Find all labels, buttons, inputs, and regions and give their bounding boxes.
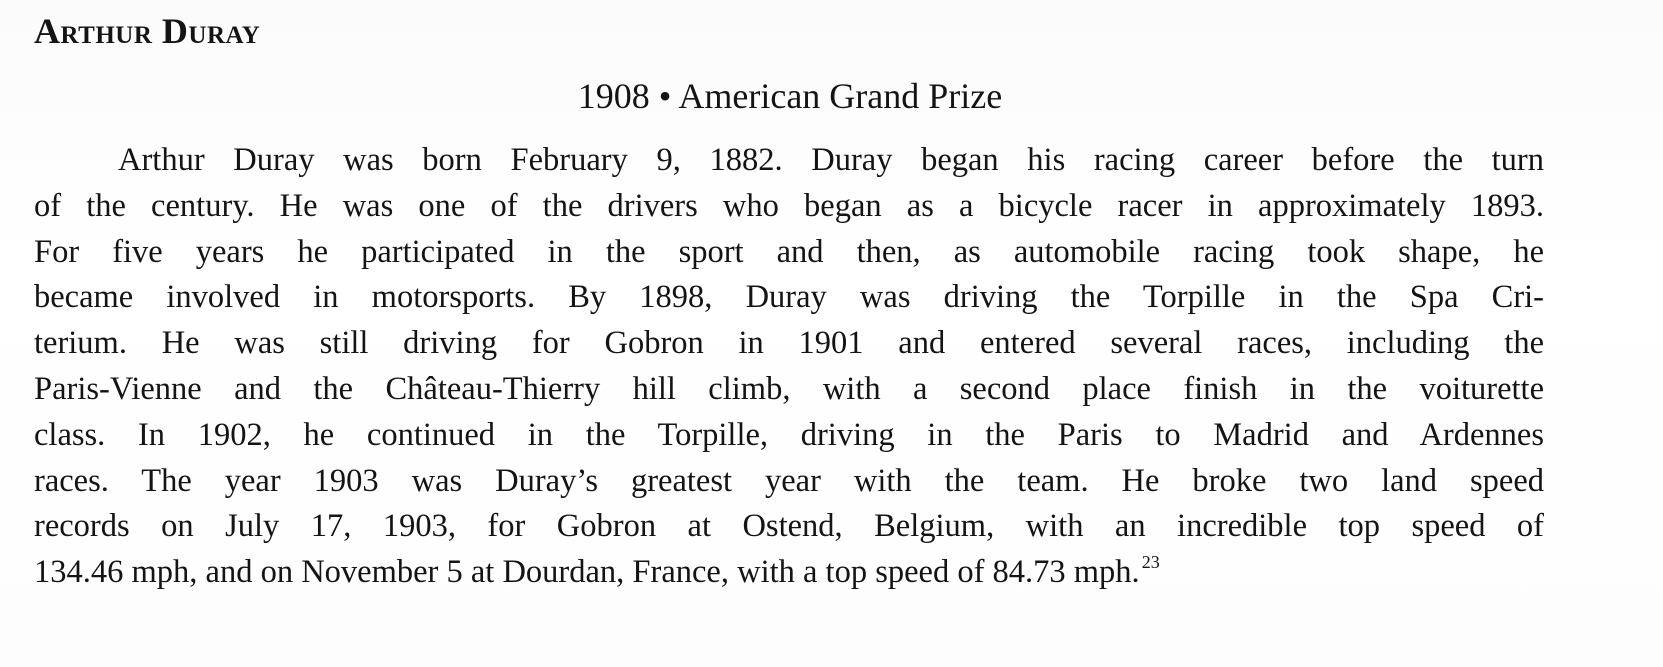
paragraph-line: records on July 17, 1903, for Gobron at Ostend, Belgium, with an incredible top speed of bbox=[34, 508, 1544, 545]
paragraph-line: For five years he participated in the sport and then, as automobile racing took shape, he bbox=[34, 233, 1544, 270]
paragraph-line: Arthur Duray was born February 9, 1882. Duray began his racing career before the turn bbox=[118, 142, 1544, 178]
paragraph-line: of the century. He was one of the drivers who began as a bicycle racer in approximately 1893. bbox=[34, 187, 1544, 224]
paragraph-line: Paris-Vienne and the Château-Thierry hill climb, with a second place finish in the voiturette bbox=[34, 370, 1544, 407]
paragraph-line: races. The year 1903 was Duray’s greatest year with the team. He broke two land speed bbox=[34, 462, 1544, 499]
paragraph-line-last bbox=[34, 550, 1544, 596]
paragraph-line: terium. He was still driving for Gobron in 1901 and entered several races, including the bbox=[34, 325, 1544, 362]
paragraph-line: class. In 1902, he continued in the Torpille, driving in the Paris to Madrid and Ardennes bbox=[34, 416, 1544, 453]
paragraph-line: became involved in motorsports. By 1898, Duray was driving the Torpille in the Spa Cri- bbox=[34, 279, 1544, 316]
footnote-marker: 23 bbox=[1141, 552, 1160, 573]
event-subheading: 1908 • American Grand Prize bbox=[577, 76, 1003, 116]
section-heading: Arthur Duray bbox=[34, 11, 261, 51]
paragraph-line-text: 134.46 mph, and on November 5 at Dourdan, France, with a top speed of 84.73 mph. bbox=[34, 554, 1140, 591]
biography-paragraph bbox=[34, 138, 1544, 596]
